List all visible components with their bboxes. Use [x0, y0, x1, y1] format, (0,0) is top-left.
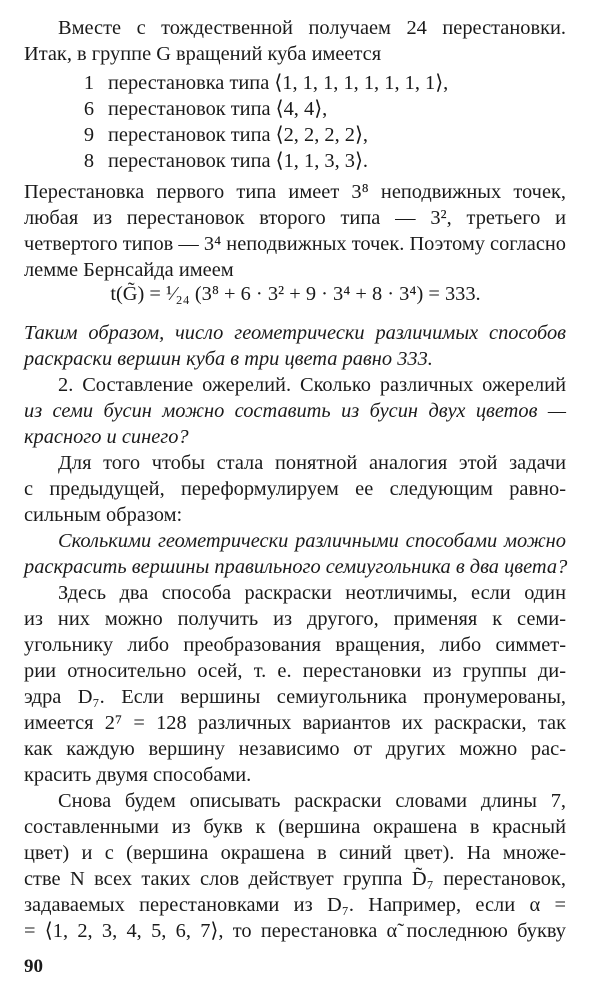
list-text: перестановок типа ⟨4, 4⟩,: [108, 98, 328, 120]
text-line: как каждую вершину независимо от других можно рас-: [24, 738, 566, 760]
text-line: из семи бусин можно составить из бусин двух цветов —: [24, 400, 566, 422]
text-line: Вместе с тождественной получаем 24 перестановки.: [58, 17, 566, 39]
page-number: 90: [24, 956, 43, 977]
list-count: 9: [83, 124, 95, 146]
text-line: Сколькими геометрически различными способами можно: [58, 530, 566, 552]
text-line: любая из перестановок второго типа — 3², третьего и: [24, 207, 566, 229]
text-line: красного и синего?: [24, 426, 189, 448]
section-heading-line: 2. Составление ожерелий. Сколько различных ожерелий: [58, 374, 566, 396]
text-line: Для того чтобы стала понятной аналогия этой задачи: [58, 452, 566, 474]
text-line: = ⟨1, 2, 3, 4, 5, 6, 7⟩, то перестановка α̃ последнюю букву: [24, 920, 566, 942]
list-count: 1: [83, 72, 95, 94]
text-line: Перестановка первого типа имеет 3⁸ неподвижных точек,: [24, 181, 566, 203]
text-line: стве N всех таких слов действует группа D̃₇ перестановок,: [24, 868, 566, 890]
text-line: из них можно получить из другого, применяя к семи-: [24, 608, 566, 630]
text-line: сильным образом:: [24, 504, 183, 526]
text-line: Таким образом, число геометрически различимых способов: [24, 322, 566, 344]
text-line: красить двумя способами.: [24, 764, 252, 786]
list-count: 8: [83, 150, 95, 172]
list-text: перестановка типа ⟨1, 1, 1, 1, 1, 1, 1, 1⟩,: [108, 72, 449, 94]
text-line: раскраски вершин куба в три цвета равно 333.: [24, 348, 433, 370]
text-line: лемме Бернсайда имеем: [24, 259, 234, 281]
text-line: Итак, в группе G вращений куба имеется: [24, 43, 382, 65]
text-line: с предыдущей, переформулируем ее следующим равно-: [24, 478, 566, 500]
text-line: четвертого типов — 3⁴ неподвижных точек. Поэтому согласно: [24, 233, 566, 255]
text-line: эдра D₇. Если вершины семиугольника пронумерованы,: [24, 686, 566, 708]
text-line: составленными из букв к (вершина окрашена в красный: [24, 816, 566, 838]
text-line: раскрасить вершины правильного семиугольника в два цвета?: [24, 556, 568, 578]
text-line: Снова будем описывать раскраски словами длины 7,: [58, 790, 566, 812]
text-line: цвет) и с (вершина окрашена в синий цвет). На множе-: [24, 842, 566, 864]
text-line: задаваемых перестановками из D₇. Например, если α =: [24, 894, 566, 916]
list-text: перестановок типа ⟨1, 1, 3, 3⟩.: [108, 150, 369, 172]
text-line: угольнику либо преобразования вращения, либо симмет-: [24, 634, 566, 656]
text-line: имеется 2⁷ = 128 различных вариантов их раскраски, так: [24, 712, 566, 734]
text-line: Здесь два способа раскраски неотличимы, если один: [58, 582, 566, 604]
list-count: 6: [83, 98, 95, 120]
list-text: перестановок типа ⟨2, 2, 2, 2⟩,: [108, 124, 369, 146]
burnside-formula: t(G̃) = ¹⁄₂₄ (3⁸ + 6 · 3² + 9 · 3⁴ + 8 · 3⁴) = 333.: [110, 283, 481, 305]
text-line: рии относительно осей, т. е. перестановки из группы ди-: [24, 660, 566, 682]
